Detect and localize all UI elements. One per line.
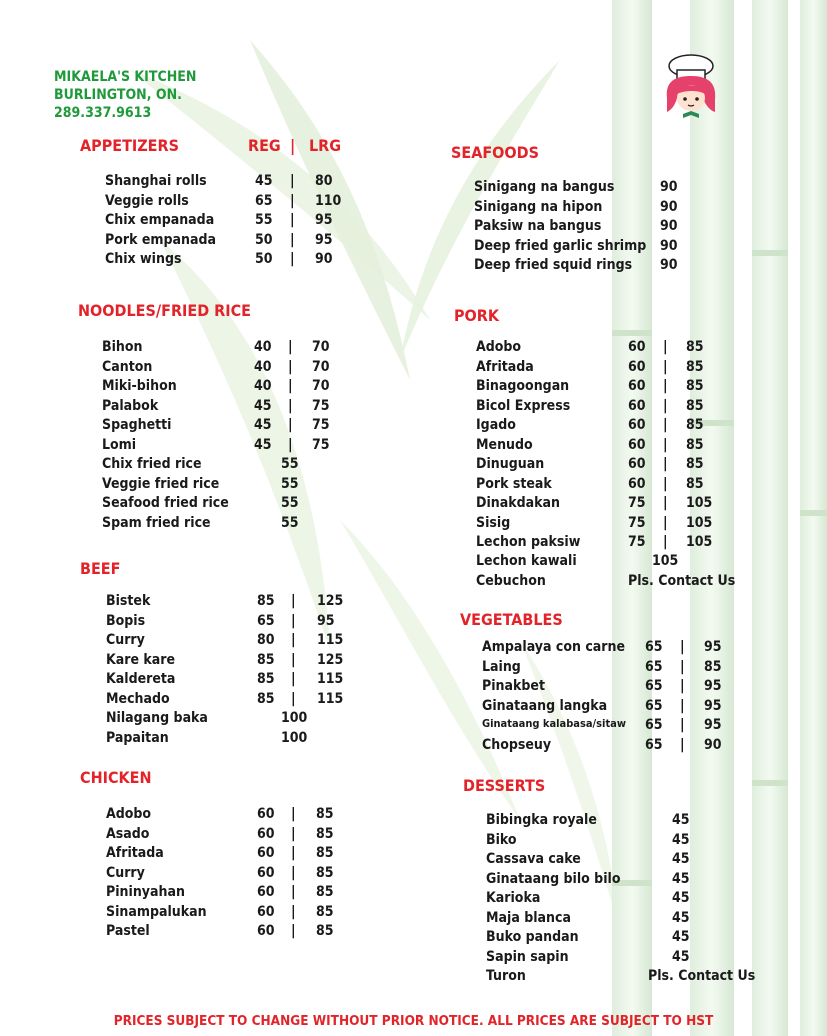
menu-item-reg-price: 60 — [257, 864, 275, 881]
menu-item-name: Ginataang langka — [482, 697, 608, 714]
menu-item-reg-price: 75 — [628, 495, 646, 511]
menu-item-price: 55 — [281, 475, 299, 492]
menu-item-reg-price: 85 — [257, 690, 275, 707]
menu-item-name: Afritada — [476, 358, 534, 375]
menu-item-reg-price: 60 — [257, 825, 275, 842]
menu-item-name: Ginataang bilo bilo — [486, 870, 621, 887]
restaurant-header — [54, 68, 196, 122]
menu-item-lrg-price: 85 — [686, 397, 704, 414]
menu-item-reg-price: 65 — [645, 697, 663, 714]
menu-item-name: Shanghai rolls — [105, 173, 207, 189]
menu-item-lrg-price: 115 — [317, 690, 344, 707]
menu-item-name: Adobo — [476, 339, 522, 355]
menu-item-separator: | — [680, 678, 685, 694]
lrg-column-header: LRG — [309, 136, 342, 155]
menu-item-reg-price: 65 — [645, 717, 663, 733]
menu-item-name: Chix fried rice — [102, 456, 202, 472]
appetizers-title: APPETIZERS — [80, 136, 179, 155]
menu-item-reg-price: 45 — [254, 436, 272, 453]
menu-item-lrg-price: 95 — [704, 717, 722, 733]
menu-item-price: 55 — [281, 514, 299, 531]
menu-item-lrg-price: 95 — [315, 212, 333, 228]
restaurant-phone: 289.337.9613 — [54, 105, 152, 121]
menu-item-price: 90 — [660, 237, 678, 254]
menu-item-lrg-price: 85 — [686, 358, 704, 375]
menu-item-lrg-price: 70 — [312, 378, 330, 394]
menu-item-separator: | — [291, 806, 296, 822]
menu-item-lrg-price: 85 — [704, 658, 722, 675]
menu-item-name: Lomi — [102, 436, 137, 453]
menu-item-name: Turon — [486, 968, 526, 984]
menu-item-name: Pininyahan — [106, 884, 185, 900]
menu-item-name: Kare kare — [106, 651, 176, 668]
menu-item-name: Spam fried rice — [102, 514, 211, 531]
menu-item-reg-price: 50 — [255, 251, 273, 267]
menu-item-name: Binagoongan — [476, 378, 570, 394]
restaurant-city: BURLINGTON, ON. — [54, 87, 182, 103]
menu-item-lrg-price: 85 — [316, 845, 334, 861]
menu-item-reg-price: 60 — [628, 378, 646, 394]
menu-item-lrg-price: 80 — [315, 173, 333, 189]
menu-item-reg-price: 40 — [254, 339, 272, 355]
menu-item-name: Sinampalukan — [106, 903, 207, 920]
menu-item-name: Pork empanada — [105, 231, 217, 248]
menu-item-separator: | — [291, 651, 296, 668]
menu-item-lrg-price: 95 — [315, 231, 333, 248]
chicken-title: CHICKEN — [80, 768, 152, 787]
menu-item-separator: | — [291, 612, 296, 629]
menu-item-separator: | — [663, 339, 668, 355]
menu-item-lrg-price: 85 — [686, 456, 704, 472]
menu-item-lrg-price: 70 — [312, 339, 330, 355]
menu-item-separator: | — [291, 632, 296, 648]
seafoods-title: SEAFOODS — [451, 143, 539, 162]
menu-item-name: Adobo — [106, 806, 152, 822]
menu-item-separator: | — [663, 436, 668, 453]
menu-item-reg-price: 60 — [628, 436, 646, 453]
menu-item-separator: | — [291, 671, 296, 687]
menu-item-reg-price: 45 — [254, 397, 272, 414]
menu-item-name: Ampalaya con carne — [482, 639, 626, 655]
menu-item-lrg-price: 110 — [315, 192, 342, 209]
menu-item-reg-price: 65 — [255, 192, 273, 209]
menu-item-separator: | — [288, 358, 293, 375]
menu-item-name: Buko pandan — [486, 929, 579, 945]
menu-item-name: Dinuguan — [476, 456, 545, 472]
menu-item-name: Pastel — [106, 923, 150, 939]
menu-item-price: 45 — [672, 890, 690, 906]
menu-item-reg-price: 65 — [645, 658, 663, 675]
menu-item-lrg-price: 75 — [312, 397, 330, 414]
menu-item-separator: | — [291, 923, 296, 939]
menu-item-reg-price: 60 — [257, 845, 275, 861]
menu-item-separator: | — [291, 864, 296, 881]
menu-item-name: Chopseuy — [482, 736, 552, 753]
menu-item-lrg-price: 85 — [316, 903, 334, 920]
menu-item-price: 90 — [660, 257, 678, 273]
menu-item-name: Cassava cake — [486, 851, 581, 867]
menu-item-name: Canton — [102, 358, 153, 375]
desserts-title: DESSERTS — [463, 776, 546, 795]
menu-item-separator: | — [291, 593, 296, 609]
menu-item-name: Lechon kawali — [476, 553, 577, 569]
menu-item-name: Deep fried garlic shrimp — [474, 237, 647, 254]
column-separator: | — [290, 136, 296, 155]
menu-item-separator: | — [290, 251, 295, 267]
menu-item-name: Curry — [106, 632, 145, 648]
menu-item-name: Afritada — [106, 845, 164, 861]
menu-item-price: 55 — [281, 456, 299, 472]
menu-item-reg-price: 65 — [645, 639, 663, 655]
menu-item-price: Pls. Contact Us — [648, 968, 756, 984]
menu-item-reg-price: 40 — [254, 358, 272, 375]
menu-item-separator: | — [663, 397, 668, 414]
menu-item-reg-price: 60 — [628, 339, 646, 355]
menu-item-lrg-price: 85 — [316, 923, 334, 939]
menu-item-name: Sisig — [476, 514, 511, 531]
menu-item-reg-price: 55 — [255, 212, 273, 228]
menu-item-separator: | — [291, 884, 296, 900]
menu-item-name: Nilagang baka — [106, 710, 208, 726]
menu-item-lrg-price: 85 — [686, 417, 704, 433]
menu-item-name: Chix wings — [105, 251, 182, 267]
menu-item-price: 90 — [660, 179, 678, 195]
menu-item-separator: | — [663, 417, 668, 433]
menu-item-separator: | — [680, 736, 685, 753]
menu-item-separator: | — [288, 378, 293, 394]
menu-item-reg-price: 65 — [257, 612, 275, 629]
menu-item-lrg-price: 105 — [686, 534, 713, 550]
price-disclaimer: PRICES SUBJECT TO CHANGE WITHOUT PRIOR NOTICE. ALL PRICES ARE SUBJECT TO HST — [113, 1013, 714, 1029]
menu-item-price: 45 — [672, 812, 690, 828]
menu-item-reg-price: 85 — [257, 651, 275, 668]
menu-item-name: Miki-bihon — [102, 378, 177, 394]
menu-item-reg-price: 85 — [257, 593, 275, 609]
menu-item-lrg-price: 85 — [316, 864, 334, 881]
menu-item-name: Maja blanca — [486, 909, 571, 926]
menu-item-separator: | — [663, 378, 668, 394]
menu-item-separator: | — [680, 717, 685, 733]
menu-item-reg-price: 50 — [255, 231, 273, 248]
menu-item-separator: | — [288, 436, 293, 453]
menu-item-lrg-price: 85 — [316, 825, 334, 842]
menu-item-lrg-price: 90 — [704, 736, 722, 753]
menu-item-name: Sinigang na hipon — [474, 198, 603, 215]
menu-item-name: Dinakdakan — [476, 495, 560, 511]
menu-item-reg-price: 60 — [257, 884, 275, 900]
reg-column-header: REG — [248, 136, 281, 155]
menu-item-reg-price: 85 — [257, 671, 275, 687]
menu-item-reg-price: 75 — [628, 514, 646, 531]
menu-item-price: 100 — [281, 729, 308, 746]
menu-item-reg-price: 60 — [628, 417, 646, 433]
menu-item-name: Laing — [482, 658, 521, 675]
menu-item-separator: | — [291, 825, 296, 842]
menu-item-name: Biko — [486, 831, 517, 848]
menu-item-lrg-price: 105 — [686, 514, 713, 531]
menu-item-separator: | — [663, 456, 668, 472]
menu-item-name: Karioka — [486, 890, 541, 906]
menu-item-name: Bibingka royale — [486, 812, 597, 828]
menu-item-name: Lechon paksiw — [476, 534, 581, 550]
menu-item-reg-price: 45 — [255, 173, 273, 189]
menu-item-name: Sapin sapin — [486, 948, 569, 965]
menu-item-name: Bistek — [106, 593, 151, 609]
menu-item-lrg-price: 85 — [316, 884, 334, 900]
menu-item-name: Palabok — [102, 397, 159, 414]
menu-item-separator: | — [291, 903, 296, 920]
menu-item-reg-price: 60 — [257, 806, 275, 822]
menu-item-lrg-price: 115 — [317, 671, 344, 687]
chef-mascot-logo — [655, 52, 725, 124]
menu-item-lrg-price: 75 — [312, 417, 330, 433]
menu-item-price: Pls. Contact Us — [628, 572, 736, 589]
menu-item-name: Asado — [106, 825, 150, 842]
menu-item-name: Mechado — [106, 690, 170, 707]
menu-item-reg-price: 65 — [645, 736, 663, 753]
menu-item-separator: | — [680, 658, 685, 675]
menu-item-reg-price: 75 — [628, 534, 646, 550]
menu-item-price: 55 — [281, 495, 299, 511]
noodles-title: NOODLES/FRIED RICE — [78, 301, 252, 320]
menu-item-separator: | — [291, 845, 296, 861]
menu-item-reg-price: 45 — [254, 417, 272, 433]
menu-item-price: 100 — [281, 710, 308, 726]
menu-item-reg-price: 40 — [254, 378, 272, 394]
menu-item-lrg-price: 125 — [317, 651, 344, 668]
menu-item-name: Veggie rolls — [105, 192, 189, 209]
menu-item-lrg-price: 125 — [317, 593, 344, 609]
menu-item-name: Seafood fried rice — [102, 495, 229, 511]
restaurant-name: MIKAELA'S KITCHEN — [54, 69, 197, 85]
menu-item-reg-price: 80 — [257, 632, 275, 648]
menu-item-name: Ginataang kalabasa/sitaw — [482, 717, 626, 730]
menu-item-reg-price: 60 — [257, 923, 275, 939]
menu-item-lrg-price: 70 — [312, 358, 330, 375]
menu-item-name: Sinigang na bangus — [474, 179, 615, 195]
menu-item-separator: | — [291, 690, 296, 707]
menu-item-name: Deep fried squid rings — [474, 257, 633, 273]
menu-item-price: 45 — [672, 948, 690, 965]
menu-item-separator: | — [290, 212, 295, 228]
vegetables-title: VEGETABLES — [460, 610, 563, 629]
menu-item-lrg-price: 95 — [704, 678, 722, 694]
menu-item-reg-price: 60 — [628, 358, 646, 375]
menu-item-lrg-price: 95 — [704, 697, 722, 714]
beef-title: BEEF — [80, 559, 121, 578]
menu-item-price: 45 — [672, 909, 690, 926]
menu-item-name: Bicol Express — [476, 397, 571, 414]
menu-item-name: Pinakbet — [482, 678, 545, 694]
menu-item-price: 45 — [672, 851, 690, 867]
menu-item-separator: | — [663, 495, 668, 511]
menu-item-reg-price: 60 — [257, 903, 275, 920]
menu-item-separator: | — [290, 192, 295, 209]
menu-item-lrg-price: 75 — [312, 436, 330, 453]
menu-item-separator: | — [663, 534, 668, 550]
menu-item-price: 90 — [660, 218, 678, 234]
menu-item-lrg-price: 105 — [686, 495, 713, 511]
pork-title: PORK — [454, 306, 500, 325]
menu-item-reg-price: 60 — [628, 456, 646, 472]
menu-item-lrg-price: 85 — [316, 806, 334, 822]
menu-item-reg-price: 60 — [628, 397, 646, 414]
menu-item-separator: | — [663, 475, 668, 492]
menu-item-name: Kaldereta — [106, 671, 176, 687]
menu-item-lrg-price: 85 — [686, 475, 704, 492]
menu-item-separator: | — [288, 397, 293, 414]
menu-item-name: Menudo — [476, 436, 533, 453]
menu-item-separator: | — [290, 231, 295, 248]
menu-item-separator: | — [663, 514, 668, 531]
menu-item-lrg-price: 85 — [686, 378, 704, 394]
menu-item-lrg-price: 85 — [686, 436, 704, 453]
menu-item-separator: | — [663, 358, 668, 375]
menu-item-lrg-price: 85 — [686, 339, 704, 355]
menu-item-separator: | — [288, 417, 293, 433]
menu-item-price: 45 — [672, 929, 690, 945]
menu-item-name: Pork steak — [476, 475, 552, 492]
menu-item-separator: | — [680, 697, 685, 714]
menu-item-name: Bopis — [106, 612, 146, 629]
menu-item-lrg-price: 115 — [317, 632, 344, 648]
menu-item-name: Paksiw na bangus — [474, 218, 602, 234]
menu-item-price: 45 — [672, 831, 690, 848]
menu-item-name: Curry — [106, 864, 145, 881]
menu-item-separator: | — [680, 639, 685, 655]
menu-item-name: Veggie fried rice — [102, 475, 220, 492]
menu-item-price: 90 — [660, 198, 678, 215]
menu-item-separator: | — [288, 339, 293, 355]
menu-item-name: Cebuchon — [476, 572, 546, 589]
menu-item-name: Spaghetti — [102, 417, 172, 433]
menu-item-lrg-price: 95 — [317, 612, 335, 629]
menu-item-price: 45 — [672, 870, 690, 887]
menu-item-name: Bihon — [102, 339, 143, 355]
menu-item-lrg-price: 95 — [704, 639, 722, 655]
menu-item-name: Papaitan — [106, 729, 169, 746]
menu-item-reg-price: 65 — [645, 678, 663, 694]
menu-item-separator: | — [290, 173, 295, 189]
menu-item-lrg-price: 90 — [315, 251, 333, 267]
menu-item-price: 105 — [652, 553, 679, 569]
menu-item-reg-price: 60 — [628, 475, 646, 492]
menu-item-name: Igado — [476, 417, 516, 433]
menu-item-name: Chix empanada — [105, 212, 215, 228]
